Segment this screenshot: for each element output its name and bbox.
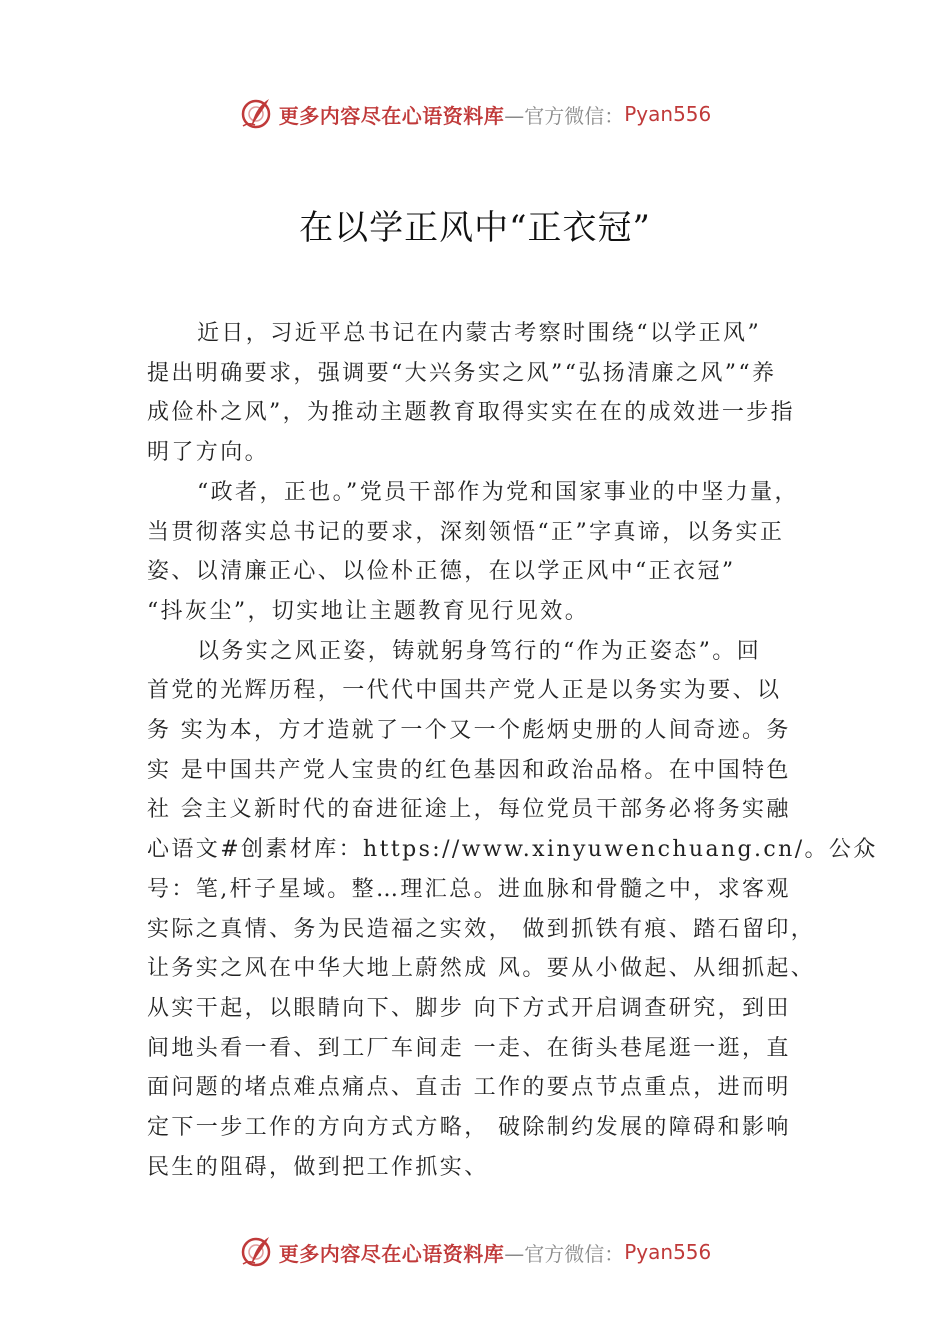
text-line: 心语文#创素材库：https://www.xinyuwenchuang.cn/。公众 <box>147 837 878 863</box>
banner-brand-text: 更多内容尽在心语资料库 <box>278 103 505 128</box>
text-line: 明了方向。 <box>147 440 270 466</box>
document-title: 在以学正风中“正衣冠” <box>299 208 651 248</box>
footer-banner <box>0 1232 950 1272</box>
text-line: 定下一步工作的方向方式方略， 破除制约发展的障碍和影响 <box>147 1115 791 1141</box>
quill-logo-icon <box>239 96 275 132</box>
banner-wechat-id: Pyan556 <box>624 102 712 126</box>
paragraph-2 <box>147 473 837 632</box>
text-line: 姿、以清廉正心、以俭朴正德，在以学正风中“正衣冠” <box>147 559 736 585</box>
text-line: 间地头看一看、到工厂车间走 一走、在街头巷尾逛一逛，直 <box>147 1035 791 1061</box>
text-line: 务 实为本，方才造就了一个又一个彪炳史册的人间奇迹。务 <box>147 718 791 744</box>
text-line: 号：笔,杆子星域。整…理汇总。进血脉和骨髓之中，求客观 <box>147 876 791 902</box>
paragraph-1 <box>147 314 837 473</box>
text-line: 实 是中国共产党人宝贵的红色基因和政治品格。在中国特色 <box>147 757 791 783</box>
quill-logo-icon <box>239 1234 275 1270</box>
banner-separator-text: —官方微信： <box>504 103 625 128</box>
text-line: 让务实之风在中华大地上蔚然成 风。要从小做起、从细抓起、 <box>147 956 816 982</box>
banner-separator-text: —官方微信： <box>504 1241 625 1266</box>
text-line: 实际之真情、务为民造福之实效， 做到抓铁有痕、踏石留印， <box>147 916 816 942</box>
paragraph-3 <box>147 632 878 1188</box>
header-banner <box>0 94 950 134</box>
text-line: 面问题的堵点难点痛点、直击 工作的要点节点重点，进而明 <box>147 1075 791 1101</box>
text-line: 当贯彻落实总书记的要求，深刻领悟“正”字真谛，以务实正 <box>147 519 785 545</box>
text-line: 首党的光辉历程，一代代中国共产党人正是以务实为要、以 <box>147 678 782 704</box>
text-line: 民生的阻碍，做到把工作抓实、 <box>147 1154 489 1180</box>
text-line: 近日，习近平总书记在内蒙古考察时围绕“以学正风” <box>197 321 762 346</box>
text-line: 从实干起，以眼睛向下、脚步 向下方式开启调查研究，到田 <box>147 995 791 1021</box>
text-line: “抖灰尘”，切实地让主题教育见行见效。 <box>147 598 590 624</box>
text-line: 成俭朴之风”，为推动主题教育取得实实在在的成效进一步指 <box>147 400 796 426</box>
text-line: 以务实之风正姿，铸就躬身笃行的“作为正姿态”。回 <box>197 638 762 664</box>
text-line: 提出明确要求，强调要“大兴务实之风”“弘扬清廉之风”“养 <box>147 360 777 386</box>
text-line: 社 会主义新时代的奋进征途上，每位党员干部务必将务实融 <box>147 797 791 823</box>
banner-brand-text: 更多内容尽在心语资料库 <box>278 1241 505 1266</box>
text-line: “政者，正也。”党员干部作为党和国家事业的中坚力量， <box>197 479 799 505</box>
banner-wechat-id: Pyan556 <box>624 1240 712 1264</box>
document-body <box>147 314 878 1187</box>
